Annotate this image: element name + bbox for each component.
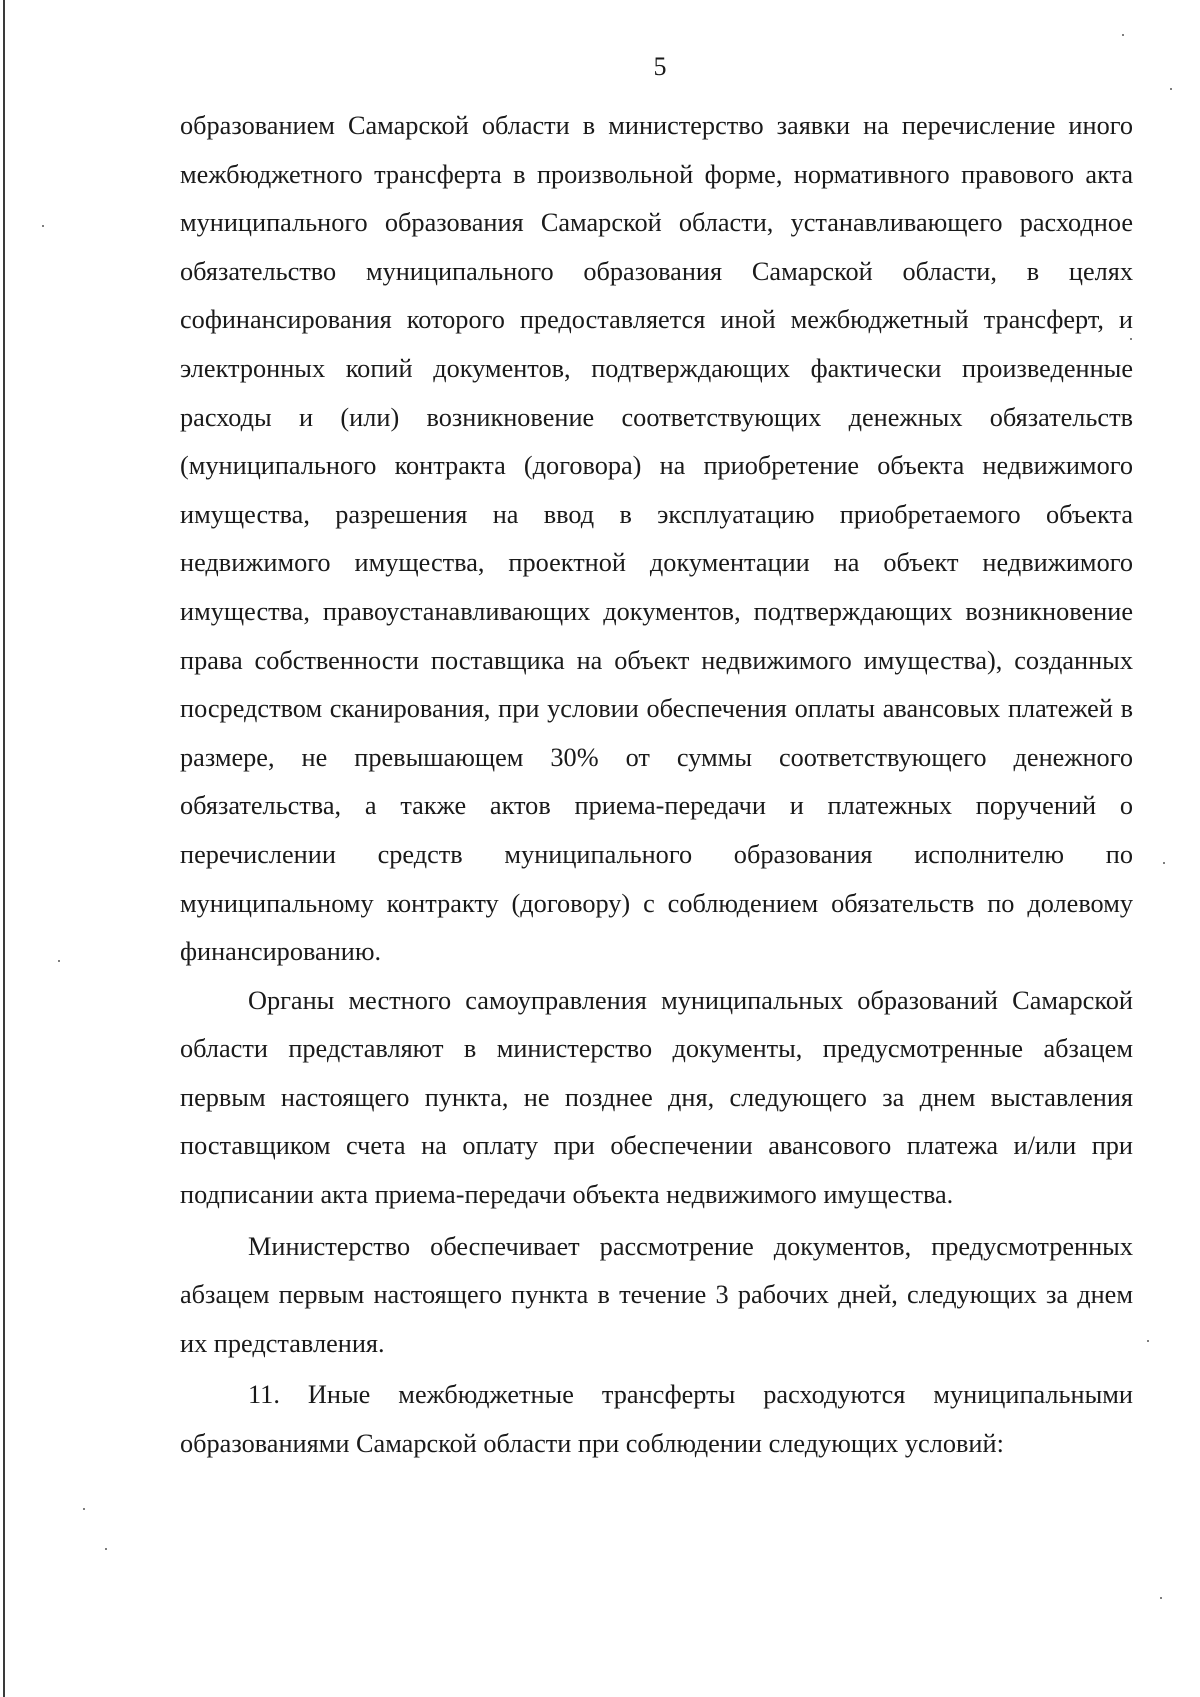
paragraph-clause-11: 11. Иные межбюджетные трансферты расходуются муниципальными образованиями Самарской области при соблюдении следующих условий: [180,1380,1133,1459]
scan-speck [1160,1597,1162,1599]
scan-speck [42,225,44,227]
scan-speck [1122,34,1124,36]
scan-speck [1130,338,1132,340]
scan-speck [1163,862,1165,864]
paragraph-local-authorities: Органы местного самоуправления муниципальных образований Самарской области представляют в министерство документы, предусмотренные абзацем первым настоящего пункта, не позднее дня, следующего за днем выставления поставщиком счета на оплату при обеспечении авансового платежа и/или при подписании акта приема-передачи объекта недвижимого имущества. [180,985,1133,1210]
paragraph-ministry-review: Министерство обеспечивает рассмотрение документов, предусмотренных абзацем первым настоящего пункта в течение 3 рабочих дней, следующих за днем их представления. [180,1231,1133,1358]
paragraph-continuation: образованием Самарской области в министерство заявки на перечисление иного межбюджетного трансферта в произвольной форме, нормативного правового акта муниципального образования Самарской области, устанавливающего расходное обязательство муниципального образования Самарской области, в целях софинансирования которого предоставляется иной межбюджетный трансферт, и электронных копий документов, подтверждающих фактически произведенные расходы и (или) возникновение соответствующих денежных обязательств (муниципального контракта (договора) на приобретение объекта недвижимого имущества, разрешения на ввод в эксплуатацию приобретаемого объекта недвижимого имущества, проектной документации на объект недвижимого имущества, правоустанавливающих документов, подтверждающих возникновение права собственности поставщика на объект недвижимого имущества), созданных посредством сканирования, при условии обеспечения оплаты авансовых платежей в размере, не превышающем 30% от суммы соответствующего денежного обязательства, а также актов приема-передачи и платежных поручений о перечислении средств муниципального образования исполнителю по муниципальному контракту (договору) с соблюдением обязательств по долевому финансированию. [180,111,1133,967]
document-body [180,102,1133,1469]
scan-speck [58,960,60,962]
scan-page-edge [3,0,5,1697]
scan-speck [83,1508,85,1510]
scan-speck [1147,1340,1149,1342]
page-number: 5 [653,52,667,81]
scan-speck [105,1548,107,1550]
scan-speck [1170,88,1172,90]
